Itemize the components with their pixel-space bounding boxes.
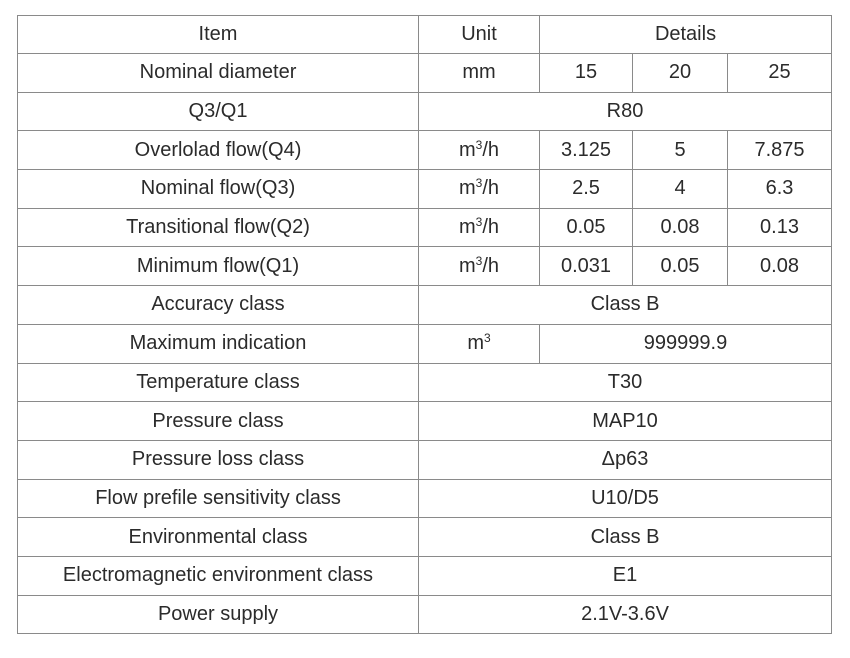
unit-exponent: 3 xyxy=(475,176,483,191)
row-value: 0.13 xyxy=(728,208,832,247)
table-row xyxy=(18,208,832,247)
row-label: Nominal diameter xyxy=(18,54,419,93)
unit-tail: /h xyxy=(482,138,500,161)
unit-tail: /h xyxy=(482,177,500,200)
row-value: 20 xyxy=(633,54,728,93)
unit-tail: /h xyxy=(482,254,500,277)
row-label: Electromagnetic environment class xyxy=(18,556,419,595)
unit-exponent: 3 xyxy=(483,331,491,346)
table-row xyxy=(18,286,832,325)
row-unit: mm xyxy=(419,54,540,93)
row-label: Pressure loss class xyxy=(18,440,419,479)
row-value: 15 xyxy=(540,54,633,93)
row-value: 999999.9 xyxy=(540,324,832,363)
table-row xyxy=(18,131,832,170)
row-value: 2.5 xyxy=(540,170,633,209)
row-unit xyxy=(419,324,540,363)
table-row xyxy=(18,595,832,634)
row-label: Nominal flow(Q3) xyxy=(18,170,419,209)
row-value: Class B xyxy=(419,286,832,325)
row-label: Transitional flow(Q2) xyxy=(18,208,419,247)
row-value: 5 xyxy=(633,131,728,170)
unit-exponent: 3 xyxy=(475,137,483,152)
row-unit xyxy=(419,131,540,170)
row-label: Accuracy class xyxy=(18,286,419,325)
row-value: R80 xyxy=(419,92,832,131)
row-label: Flow prefile sensitivity class xyxy=(18,479,419,518)
row-value: Δp63 xyxy=(419,440,832,479)
row-value: 6.3 xyxy=(728,170,832,209)
table-row xyxy=(18,324,832,363)
row-label: Maximum indication xyxy=(18,324,419,363)
row-value: 7.875 xyxy=(728,131,832,170)
header-unit: Unit xyxy=(419,16,540,54)
row-value: Class B xyxy=(419,518,832,557)
row-value: 4 xyxy=(633,170,728,209)
unit-base: m xyxy=(458,138,476,161)
row-value: 3.125 xyxy=(540,131,633,170)
row-value: 2.1V-3.6V xyxy=(419,595,832,634)
table-row xyxy=(18,440,832,479)
specification-table xyxy=(17,15,832,634)
row-value: 0.08 xyxy=(633,208,728,247)
row-label: Temperature class xyxy=(18,363,419,402)
header-details: Details xyxy=(540,16,832,54)
unit-exponent: 3 xyxy=(475,253,483,268)
table-row xyxy=(18,247,832,286)
row-label: Q3/Q1 xyxy=(18,92,419,131)
table-row xyxy=(18,479,832,518)
row-label: Pressure class xyxy=(18,402,419,441)
table-row xyxy=(18,92,832,131)
unit-base: m xyxy=(467,332,484,355)
unit-base: m xyxy=(458,254,476,277)
row-label: Minimum flow(Q1) xyxy=(18,247,419,286)
row-value: 0.031 xyxy=(540,247,633,286)
unit-tail: /h xyxy=(482,216,500,239)
row-unit xyxy=(419,247,540,286)
table-row xyxy=(18,363,832,402)
row-value: U10/D5 xyxy=(419,479,832,518)
row-unit xyxy=(419,170,540,209)
row-value: 0.05 xyxy=(540,208,633,247)
unit-exponent: 3 xyxy=(475,215,483,230)
table-row xyxy=(18,402,832,441)
row-value: T30 xyxy=(419,363,832,402)
table-row xyxy=(18,518,832,557)
unit-base: m xyxy=(458,177,476,200)
row-value: 0.08 xyxy=(728,247,832,286)
row-label: Environmental class xyxy=(18,518,419,557)
row-label: Power supply xyxy=(18,595,419,634)
table-row xyxy=(18,54,832,93)
row-value: 0.05 xyxy=(633,247,728,286)
row-label: Overlolad flow(Q4) xyxy=(18,131,419,170)
row-unit xyxy=(419,208,540,247)
unit-base: m xyxy=(458,216,476,239)
table-row xyxy=(18,170,832,209)
row-value: 25 xyxy=(728,54,832,93)
header-item: Item xyxy=(18,16,419,54)
table-row xyxy=(18,556,832,595)
row-value: MAP10 xyxy=(419,402,832,441)
row-value: E1 xyxy=(419,556,832,595)
header-row xyxy=(18,16,832,54)
